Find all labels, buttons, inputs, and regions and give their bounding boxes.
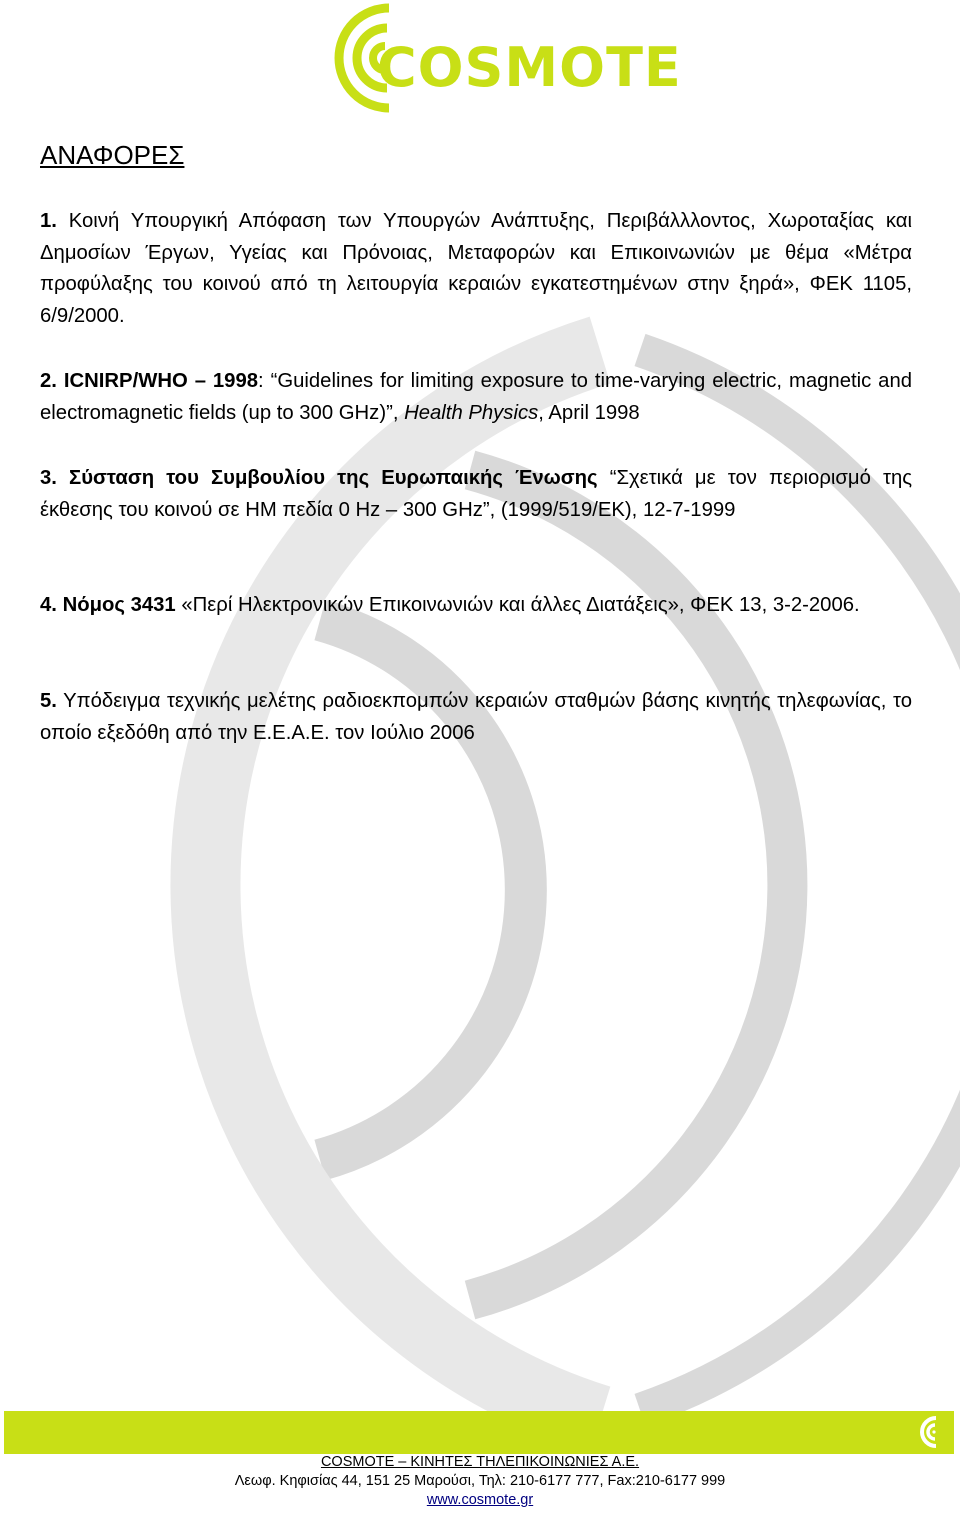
footer-website-link[interactable]: www.cosmote.gr xyxy=(426,1492,534,1508)
reference-number: 2. xyxy=(40,370,57,392)
reference-text: Κοινή Υπουργική Απόφαση των Υπουργών Ανάπτυξης, Περιβάλλλοντος, Χωροταξίας και Δημοσίων Έργων, Υγείας και Πρόνοιας, Μεταφορών και Επικοινωνιών με θέμα «Μέτρα προφύλαξης του κοινού από τη λειτουργία κεραιών εγκατεστημένων στην ξηρά», ΦΕΚ 1105, 6/9/2000. xyxy=(40,210,912,327)
footer xyxy=(0,1453,960,1510)
reference-number: 5. xyxy=(40,690,57,712)
reference-4 xyxy=(40,590,912,622)
page-title: ΑΝΑΦΟΡΕΣ xyxy=(40,140,185,170)
reference-text: Υπόδειγμα τεχνικής μελέτης ραδιοεκπομπών κεραιών σταθμών βάσης κινητής τηλεφωνίας, το οποίο εξεδόθη από την Ε.Ε.Α.Ε. τον Ιούλιο 2006 xyxy=(40,690,912,744)
reference-dash: – xyxy=(194,370,206,392)
reference-author: Σύσταση του Συμβουλίου της Ευρωπαικής Ένωσης xyxy=(69,467,598,489)
reference-5 xyxy=(40,686,912,749)
footer-company: COSMOTE – ΚΙΝΗΤΕΣ ΤΗΛΕΠΙΚΟΙΝΩΝΙΕΣ Α.Ε. xyxy=(320,1454,640,1470)
reference-author: ICNIRP/WHO xyxy=(63,370,188,392)
reference-1 xyxy=(40,206,912,332)
footer-bar xyxy=(4,1411,954,1454)
reference-date: , April 1998 xyxy=(538,401,640,424)
reference-number: 3. xyxy=(40,467,57,489)
cosmote-logo xyxy=(325,2,682,114)
logo-text: COSMOTE xyxy=(377,36,682,99)
cosmote-mini-logo-icon xyxy=(912,1415,946,1449)
reference-2 xyxy=(40,366,912,429)
reference-journal: Health Physics xyxy=(404,401,539,424)
reference-number: 4. xyxy=(40,594,57,616)
reference-title: “Guidelines for limiting exposure to time-varying electric, magnetic and electromagnetic fields (up to 300 GHz)”, xyxy=(40,370,913,424)
reference-text: «Περί Ηλεκτρονικών Επικοινωνιών και άλλες Διατάξεις», ΦΕΚ 13, 3-2-2006. xyxy=(175,594,860,616)
reference-author: Νόμος 3431 xyxy=(62,594,176,616)
reference-year: 1998 xyxy=(212,370,259,392)
reference-number: 1. xyxy=(40,210,57,232)
reference-colon: : xyxy=(258,370,264,392)
footer-address: Λεωφ. Κηφισίας 44, 151 25 Μαρούσι, Τηλ: 210-6177 777, Fax:210-6177 999 xyxy=(234,1473,726,1489)
reference-text: “Σχετικά με τον περιορισμό της έκθεσης του κοινού σε ΗΜ πεδία 0 Hz – 300 GHz”, (1999/519/ΕΚ), 12-7-1999 xyxy=(40,467,913,521)
reference-3 xyxy=(40,463,912,526)
